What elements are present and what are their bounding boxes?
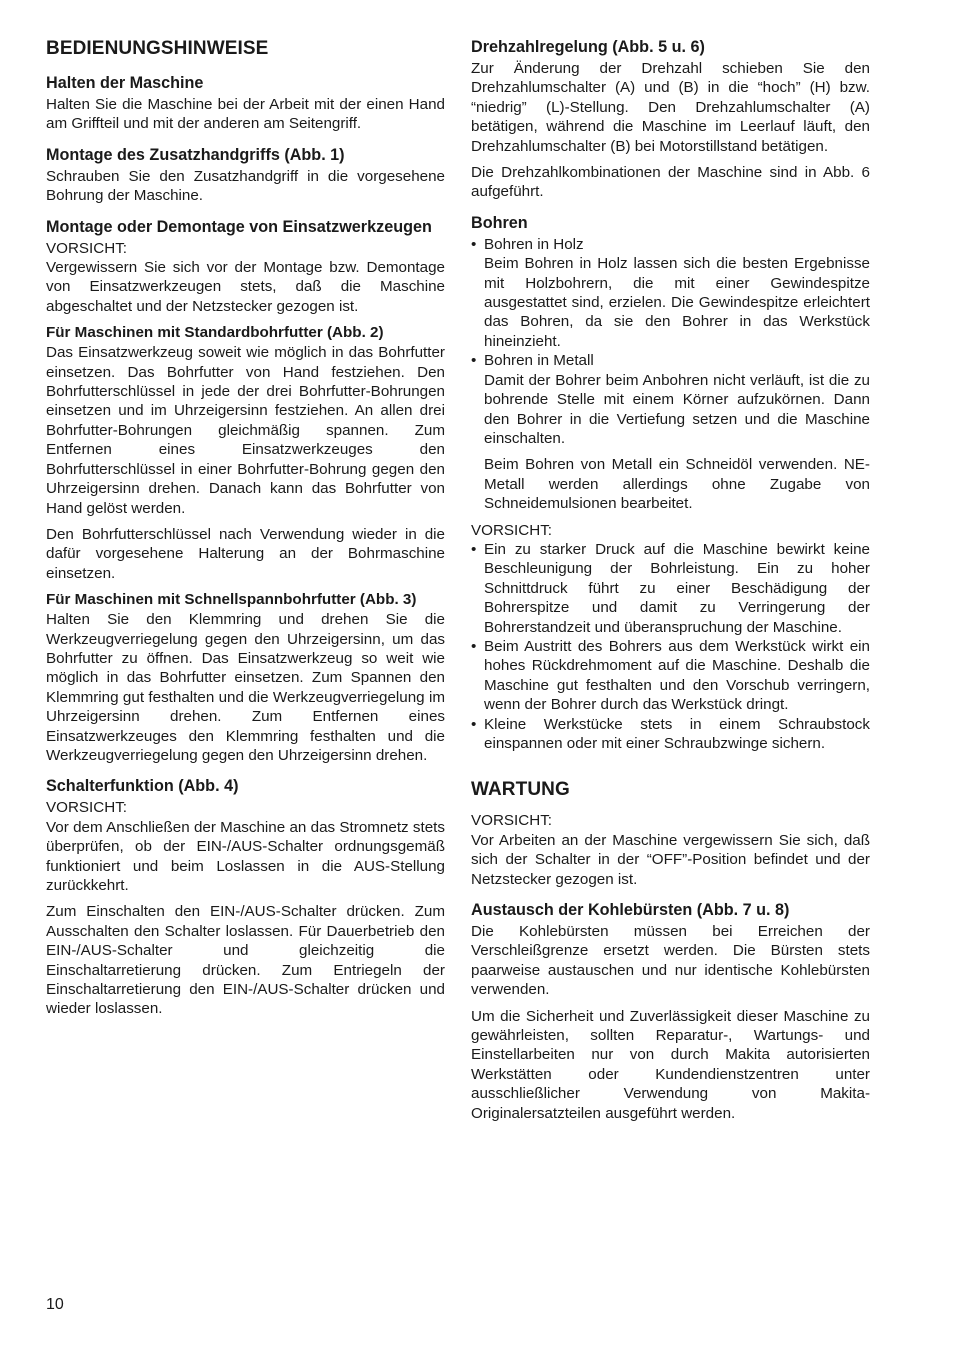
- bullet: •: [471, 637, 477, 655]
- list-item: [471, 715, 870, 754]
- heading-schalterfunktion: Schalterfunktion (Abb. 4): [46, 777, 239, 796]
- paragraph: Zur Änderung der Drehzahl schieben Sie den Drehzahlumschalter (A) und (B) in die “hoch” (H) bzw. “niedrig” (L)-Stellung. Den Drehzahlumschalter (A) betätigen, während die Maschine im Leerlauf läuft, den Drehzahlumschalter (B) bei Motorstillstand betätigen.: [471, 60, 870, 155]
- list-item-label: Bohren in Holz: [484, 235, 584, 253]
- heading-kohlebuersten: Austausch der Kohlebürsten (Abb. 7 u. 8): [471, 901, 790, 920]
- bohren-list: [471, 235, 870, 514]
- bullet: •: [471, 352, 477, 370]
- paragraph: Den Bohrfutterschlüssel nach Verwendung wieder in die dafür vorgesehene Halterung an der Bohrmaschine einsetzen.: [46, 525, 445, 582]
- caution-label: VORSICHT:: [471, 521, 553, 539]
- list-item-text: Damit der Bohrer beim Anbohren nicht verläuft, ist die zu bohrende Stelle mit einem Körner aufzukörnen. Dann den Bohrer in die Vertiefung setzen und die Maschine einschalten.: [484, 371, 870, 447]
- paragraph: Zum Einschalten den EIN-/AUS-Schalter drücken. Zum Ausschalten den Schalter loslassen. Für Dauerbetrieb den EIN-/AUS-Schalter und gleichzeitig die Einschaltarretierung drücken. Zum Entriegeln der Einschaltarretierung den EIN-/AUS-Schalter drücken und wieder loslassen.: [46, 903, 445, 1018]
- paragraph: Das Einsatzwerkzeug soweit wie möglich in das Bohrfutter einsetzen. Das Bohrfutter von Hand festziehen. Den Bohrfutterschlüssel in jede der drei Bohrfutter-Bohrungen einsetzen und im Uhrzeigersinn festziehen. An allen drei Bohrfutter-Bohrungen gleichmäßig spannen. Zum Entfernen eines Einsatzwerkzeuges den Bohrfutterschlüssel in einer Bohrfutter-Bohrung gegen den Uhrzeigersinn drehen. Danach kann das Bohrfutter von Hand gelöst werden.: [46, 344, 445, 517]
- caution-label: VORSICHT:: [471, 812, 553, 830]
- heading-montage: Montage oder Demontage von Einsatzwerkzeugen: [46, 217, 432, 236]
- list-item: [471, 540, 870, 637]
- caution-list: [471, 540, 870, 753]
- bullet: •: [471, 235, 477, 253]
- heading-schnellspannbohrfutter: Für Maschinen mit Schnellspannbohrfutter (Abb. 3): [46, 591, 417, 609]
- section-title-bedienungshinweise: BEDIENUNGSHINWEISE: [46, 38, 269, 59]
- list-item: [471, 637, 870, 715]
- page-number: 10: [46, 1296, 64, 1313]
- list-item-text: Beim Bohren von Metall ein Schneidöl verwenden. NE-Metall werden allerdings ohne Zugabe von Schneidemulsionen bearbeitet.: [484, 456, 870, 513]
- bullet: •: [471, 540, 477, 558]
- paragraph: Die Kohlebürsten müssen bei Erreichen der Verschleißgrenze ersetzt werden. Die Bürsten stets paarweise austauschen und nur identische Kohlebürsten verwenden.: [471, 923, 870, 999]
- paragraph: Halten Sie den Klemmring und drehen Sie die Werkzeugverriegelung gegen den Uhrzeigersinn, um das Bohrfutter zu öffnen. Das Einsatzwerkzeug so weit wie möglich in das Bohrfutter einsetzen. Zum Spannen den Klemmring gut festhalten und die Werkzeugverriegelung im Uhrzeigersinn drehen. Zum Entfernen eines Einsatzwerkzeuges den Klemmring festhalten und die Werkzeugverriegelung gegen den Uhrzeigersinn drehen.: [46, 611, 445, 764]
- caution-label: VORSICHT:: [46, 799, 128, 817]
- heading-halten: Halten der Maschine: [46, 74, 204, 92]
- caution-label: VORSICHT:: [46, 239, 128, 257]
- left-column: [46, 36, 445, 1026]
- list-item-text: Beim Bohren in Holz lassen sich die besten Ergebnisse mit Holzbohrern, die mit einer Gewindespitze ausgestattet sind, erzielen. Die Gewindespitze erleichtert das Bohren, da sie den Bohrer in das Werkstück hineinzieht.: [484, 255, 870, 350]
- list-item-text: Ein zu starker Druck auf die Maschine bewirkt keine Beschleunigung der Bohrleistung. Ein zu hoher Schnittdruck führt zu einer Beschädigung der Bohrerspitze und damit zu Verringerung der Bohrerstandzeit und überanspruchung der Maschine.: [484, 540, 870, 636]
- heading-drehzahlregelung: Drehzahlregelung (Abb. 5 u. 6): [471, 38, 705, 56]
- paragraph: Die Drehzahlkombinationen der Maschine sind in Abb. 6 aufgeführt.: [471, 164, 870, 201]
- paragraph: Vor Arbeiten an der Maschine vergewissern Sie sich, daß sich der Schalter in der “OFF”-Position befindet und der Netzstecker gezogen ist.: [471, 831, 870, 888]
- heading-standardbohrfutter: Für Maschinen mit Standardbohrfutter (Abb. 2): [46, 324, 384, 342]
- section-title-wartung: WARTUNG: [471, 779, 570, 801]
- paragraph: Vergewissern Sie sich vor der Montage bzw. Demontage von Einsatzwerkzeugen stets, daß die Maschine abgeschaltet und der Netzstecker gezogen ist.: [46, 259, 445, 315]
- list-item: [471, 351, 870, 513]
- paragraph: Halten Sie die Maschine bei der Arbeit mit der einen Hand am Griffteil und mit der anderen am Seitengriff.: [46, 96, 445, 133]
- list-item-text: Beim Austritt des Bohrers aus dem Werkstück wirkt ein hohes Rückdrehmoment auf die Maschine. Deshalb die Maschine gut festhalten und den Vorschub verringern, wenn der Bohrer durch das Werkstück dringt.: [484, 637, 870, 714]
- heading-bohren: Bohren: [471, 213, 528, 232]
- bullet: •: [471, 715, 477, 733]
- heading-zusatzhandgriff: Montage des Zusatzhandgriffs (Abb. 1): [46, 145, 345, 164]
- paragraph: Um die Sicherheit und Zuverlässigkeit dieser Maschine zu gewährleisten, sollten Reparatur-, Wartungs- und Einstellarbeiten nur von durch Makita autorisierten Werkstätten oder Kundendienstzentren unter ausschließlicher Verwendung von Makita-Originalersatzteilen ausgeführt werden.: [471, 1007, 870, 1122]
- right-column: [471, 36, 870, 1130]
- list-item: [471, 235, 870, 351]
- paragraph: Vor dem Anschließen der Maschine an das Stromnetz stets überprüfen, ob der EIN-/AUS-Schalter ordnungsgemäß funktioniert und beim Loslassen in die AUS-Stellung zurückkehrt.: [46, 818, 445, 894]
- list-item-text: Kleine Werkstücke stets in einem Schraubstock einspannen oder mit einer Schraubzwinge sichern.: [484, 715, 870, 752]
- paragraph: Schrauben Sie den Zusatzhandgriff in die vorgesehene Bohrung der Maschine.: [46, 167, 445, 205]
- list-item-label: Bohren in Metall: [484, 352, 594, 370]
